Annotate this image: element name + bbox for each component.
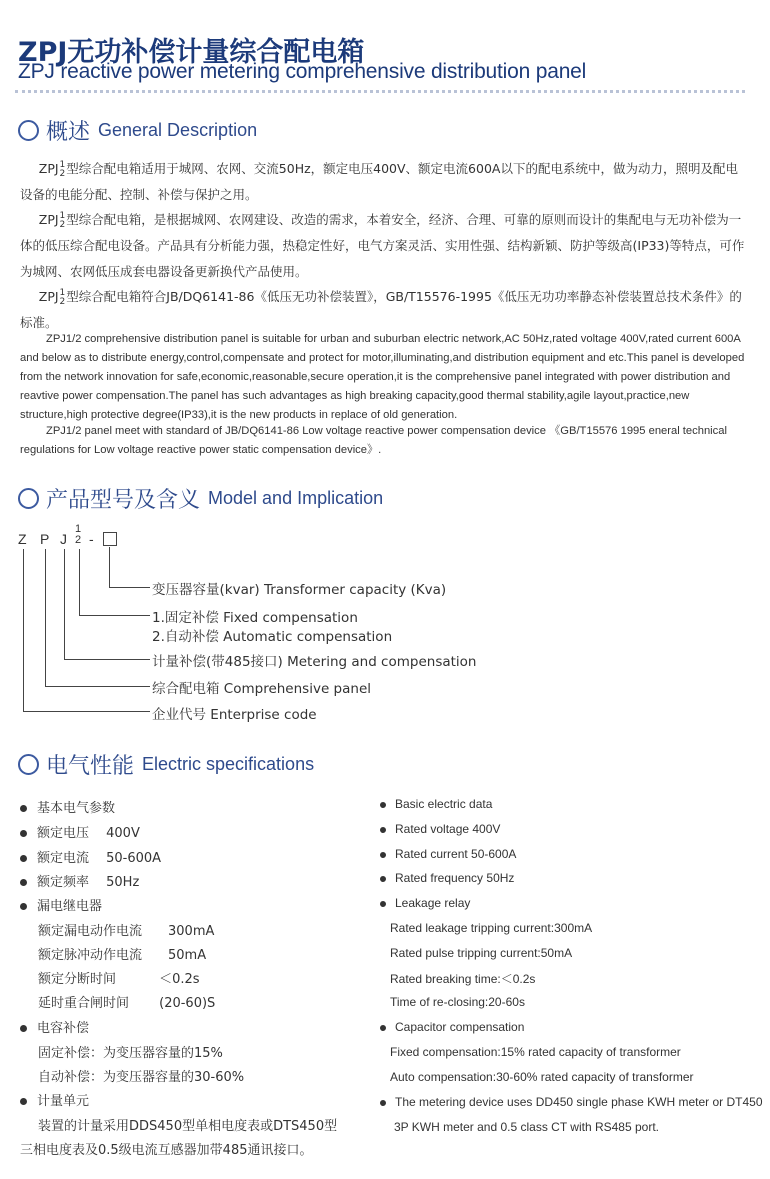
- general-paragraph-en-2: ZPJ1/2 panel meet with standard of JB/DQ6141-86 Low voltage reactive power compensation device 《GB/T15576 1995 eneral technical regulations for Low voltage reactive power static compensation device》.: [20, 425, 727, 456]
- spec-subitem-en: Fixed compensation:15% rated capacity of transformer: [390, 1045, 681, 1059]
- section-heading-model: [18, 482, 383, 514]
- circle-icon: [18, 120, 39, 141]
- spec-item: 额定频率 50Hz: [20, 871, 139, 890]
- spec-item: 额定电压 400V: [20, 822, 140, 841]
- model-prefix: ZPJ: [38, 212, 59, 227]
- model-desc-automatic: 2.自动补偿 Automatic compensation: [152, 629, 393, 645]
- spec-subitem: 自动补偿：为变压器容量的30-60%: [38, 1070, 245, 1085]
- bracket-line: [23, 549, 150, 712]
- model-code-dash: -: [89, 531, 94, 547]
- spec-subitem: 额定分断时间 ＜0.2s: [38, 972, 200, 987]
- model-code-fraction: 1 2: [75, 523, 82, 546]
- circle-icon: [18, 488, 39, 509]
- bullet-icon: [20, 1098, 27, 1105]
- paragraph-text: 型综合配电箱，是根据城网、农网建设、改造的需求，本着安全，经济、合理、可靠的原则而设计的集配电与无功补偿为一体的低压综合配电设备。产品具有分析能力强，热稳定性好，电气方案灵活、实用性强、结构新颖、防护等级高(IP33)等特点，可作为城网、农网低压成套电器设备更新换代产品使用。: [20, 212, 745, 279]
- fraction: 1 2: [59, 210, 66, 230]
- paragraph-text: 型综合配电箱适用于城网、农网、交流50Hz，额定电压400V、额定电流600A以下的配电系统中，做为动力，照明及配电设备的电能分配、控制、补偿与保护之用。: [20, 161, 738, 202]
- model-code-z: Z: [18, 531, 27, 547]
- spec-item: 额定电流 50-600A: [20, 847, 161, 866]
- model-prefix: ZPJ: [38, 161, 59, 176]
- spec-item: 电容补偿: [20, 1017, 89, 1036]
- section-heading-general: [18, 114, 257, 146]
- bullet-icon: [20, 855, 27, 862]
- circle-icon: [18, 754, 39, 775]
- model-desc-fixed: 1.固定补偿 Fixed compensation: [152, 610, 358, 626]
- heading-cn: 电气性能: [46, 753, 135, 779]
- fraction: 1 2: [59, 287, 66, 307]
- spec-subitem-en: Rated breaking time:＜0.2s: [390, 972, 536, 986]
- bullet-icon: [20, 879, 27, 886]
- bullet-icon: [380, 876, 386, 882]
- spec-subitem-en: Auto compensation:30-60% rated capacity of transformer: [390, 1070, 694, 1084]
- model-desc-capacity: 变压器容量(kvar) Transformer capacity (Kva): [152, 582, 447, 598]
- bullet-icon: [20, 830, 27, 837]
- spec-item: 基本电气参数: [20, 797, 115, 816]
- bullet-icon: [380, 802, 386, 808]
- spec-subitem-en: Rated leakage tripping current:300mA: [390, 921, 593, 935]
- heading-cn: 产品型号及含义: [46, 487, 201, 513]
- spec-subitem-en: Time of re-closing:20-60s: [390, 995, 525, 1009]
- model-code-p: P: [40, 531, 50, 547]
- spec-subitem: 固定补偿：为变压器容量的15%: [38, 1046, 223, 1061]
- spec-subitem-en: 3P KWH meter and 0.5 class CT with RS485 port.: [394, 1120, 660, 1134]
- divider: [15, 90, 745, 93]
- bullet-icon: [380, 1100, 386, 1106]
- bullet-icon: [20, 805, 27, 812]
- heading-en: Electric specifications: [142, 753, 315, 774]
- heading-en: Model and Implication: [208, 487, 384, 508]
- spec-subitem: 延时重合闸时间 (20-60)S: [38, 996, 216, 1011]
- heading-en: General Description: [98, 119, 258, 140]
- spec-item-en: Rated voltage 400V: [380, 822, 500, 836]
- general-paragraph-en-1: ZPJ1/2 comprehensive distribution panel is suitable for urban and suburban electric network,AC 50Hz,rated voltage 400V,rated current 600A and below as to distribute energy,control,compensate and protect for motor,illuminating,and distribution equipment and etc.This panel is developed from the network innovation for safe,economic,reasonable,secure operation,it is the comprehensive panel integrated with power distribution and reavtive power compensation.The panel has such advantages as high breaking capacity,good thermal stability,agile layout,practice,new structure,high protective degree(IP33),it is the new products in replace of old generation.: [20, 333, 745, 421]
- spec-item: 漏电继电器: [20, 895, 102, 914]
- bullet-icon: [380, 852, 386, 858]
- spec-subitem-en: Rated pulse tripping current:50mA: [390, 946, 573, 960]
- spec-subitem: 额定脉冲动作电流 50mA: [38, 948, 207, 963]
- placeholder-box-icon: [103, 532, 117, 546]
- spec-item-en: Leakage relay: [380, 896, 470, 910]
- bullet-icon: [20, 903, 27, 910]
- paragraph-text: 型综合配电箱符合JB/DQ6141-86《低压无功补偿装置》，GB/T15576-1995《低压无功功率静态补偿装置总技术条件》的标准。: [20, 289, 742, 330]
- spec-item-en: Basic electric data: [380, 797, 492, 811]
- spec-subitem: 装置的计量采用DDS450型单相电度表或DTS450型: [38, 1119, 338, 1134]
- bullet-icon: [380, 827, 386, 833]
- model-desc-metering: 计量补偿(带485接口) Metering and compensation: [152, 654, 477, 670]
- spec-subitem: 额定漏电动作电流 300mA: [38, 924, 215, 939]
- spec-item-en: Rated current 50-600A: [380, 847, 516, 861]
- spec-item-en: Rated frequency 50Hz: [380, 871, 514, 885]
- bullet-icon: [380, 1025, 386, 1031]
- general-paragraph-2: [20, 207, 750, 285]
- fraction: 1 2: [59, 159, 66, 179]
- model-desc-enterprise: 企业代号 Enterprise code: [152, 707, 317, 723]
- spec-item-en: The metering device uses DD450 single phase KWH meter or DT450: [380, 1095, 763, 1109]
- spec-subitem: 三相电度表及0.5级电流互感器加带485通讯接口。: [20, 1143, 313, 1158]
- model-prefix: ZPJ: [38, 289, 59, 304]
- spec-item: 计量单元: [20, 1090, 89, 1109]
- general-paragraph-3: [20, 284, 750, 336]
- spec-item-en: Capacitor compensation: [380, 1020, 524, 1034]
- bullet-icon: [380, 901, 386, 907]
- section-heading-electric: [18, 748, 314, 780]
- general-paragraph-1: [20, 156, 750, 208]
- heading-cn: 概述: [46, 119, 91, 145]
- bullet-icon: [20, 1025, 27, 1032]
- model-desc-panel: 综合配电箱 Comprehensive panel: [152, 681, 371, 697]
- page-title-en: ZPJ reactive power metering comprehensive distribution panel: [18, 60, 587, 83]
- model-code-j: J: [60, 531, 67, 547]
- page-title-cn: ZPJ无功补偿计量综合配电箱: [18, 37, 365, 68]
